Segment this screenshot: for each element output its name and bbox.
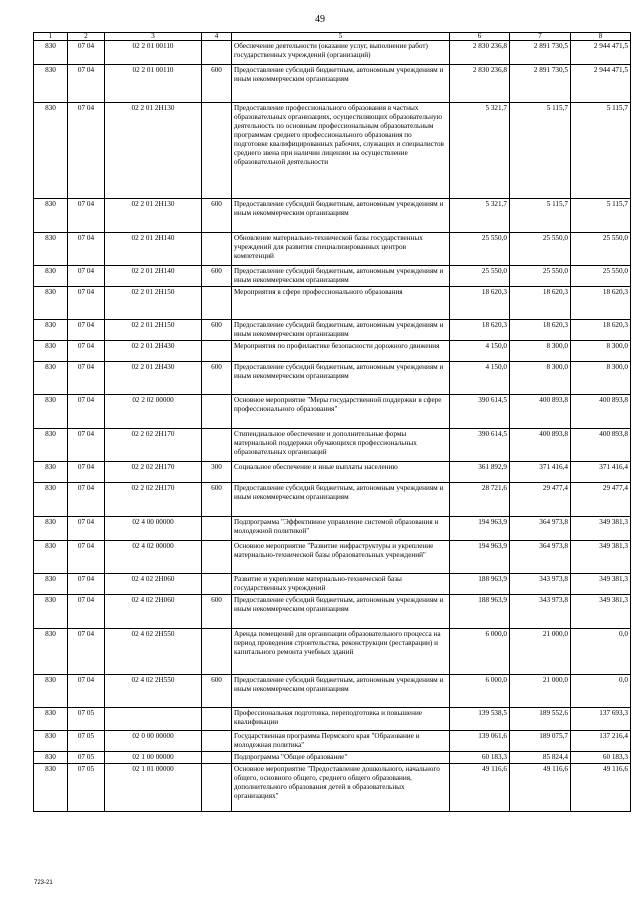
- cell-name: Основное мероприятие "Предоставление дошкольного, начального общего, основного общего, среднего общего образования, дополнительного образования детей в образовательных организациях": [232, 764, 450, 812]
- table-row: [34, 103, 631, 199]
- cell-chapter: 830: [34, 764, 68, 812]
- cell-amount-year2: 8 300,0: [510, 362, 571, 395]
- cell-target-article: 02 4 02 2Н550: [105, 675, 202, 708]
- cell-chapter: 830: [34, 65, 68, 103]
- cell-section: 07 04: [68, 574, 105, 595]
- cell-chapter: 830: [34, 362, 68, 395]
- cell-name: Подпрограмма "Общее образование": [232, 752, 450, 764]
- cell-expense-type: [202, 287, 232, 320]
- cell-amount-year2: 21 000,0: [510, 629, 571, 675]
- cell-amount-year1: 60 183,3: [450, 752, 510, 764]
- cell-amount-year2: 85 824,4: [510, 752, 571, 764]
- cell-target-article: 02 2 02 00000: [105, 395, 202, 429]
- cell-section: 07 04: [68, 462, 105, 483]
- cell-expense-type: [202, 233, 232, 266]
- cell-name: Обеспечение деятельности (оказание услуг, выполнение работ) государственных учреждений (организаций): [232, 41, 450, 65]
- column-header: 2: [68, 33, 105, 41]
- cell-expense-type: 600: [202, 675, 232, 708]
- cell-amount-year2: 189 075,7: [510, 731, 571, 752]
- cell-section: 07 04: [68, 629, 105, 675]
- cell-amount-year3: 349 381,3: [571, 574, 631, 595]
- cell-target-article: 02 2 01 2Н150: [105, 320, 202, 341]
- cell-name: Развитие и укрепление материально-технической базы государственных учреждений: [232, 574, 450, 595]
- cell-chapter: 830: [34, 517, 68, 541]
- cell-amount-year1: 194 963,9: [450, 541, 510, 574]
- cell-section: 07 04: [68, 287, 105, 320]
- cell-chapter: 830: [34, 429, 68, 462]
- cell-name: Предоставление профессионального образования в частных образовательных организациях, осуществляющих образовательную деятельность по основным профессиональным образовательным программам среднего профессионального образования по подготовке квалифицированных рабочих, служащих и специалистов среднего звена при наличии лицензии на осуществление образовательной деятельности: [232, 103, 450, 199]
- cell-name: Государственная программа Пермского края "Образование и молодежная политика": [232, 731, 450, 752]
- cell-target-article: 02 2 02 2Н170: [105, 462, 202, 483]
- cell-name: Предоставление субсидий бюджетным, автономным учреждениям и иным некоммерческим организациям: [232, 199, 450, 233]
- cell-name: Мероприятия по профилактике безопасности дорожного движения: [232, 341, 450, 362]
- cell-name: Основное мероприятие "Развитие инфраструктуры и укрепление материально-технической базы образовательных учреждений": [232, 541, 450, 574]
- table-row: [34, 429, 631, 462]
- cell-amount-year3: 2 944 471,5: [571, 65, 631, 103]
- cell-amount-year1: 49 116,6: [450, 764, 510, 812]
- table-row: [34, 483, 631, 517]
- cell-expense-type: [202, 41, 232, 65]
- cell-amount-year2: 5 115,7: [510, 103, 571, 199]
- cell-target-article: 02 2 01 00110: [105, 65, 202, 103]
- cell-amount-year2: 189 552,6: [510, 708, 571, 731]
- cell-section: 07 05: [68, 752, 105, 764]
- cell-amount-year1: 2 830 236,8: [450, 65, 510, 103]
- cell-name: Предоставление субсидий бюджетным, автономным учреждениям и иным некоммерческим организациям: [232, 320, 450, 341]
- cell-chapter: 830: [34, 629, 68, 675]
- cell-section: 07 04: [68, 362, 105, 395]
- cell-target-article: 02 1 00 00000: [105, 752, 202, 764]
- cell-name: Аренда помещений для организации образовательного процесса на период проведения строительства, реконструкции (реставрации) и капитального ремонта учебных зданий: [232, 629, 450, 675]
- cell-amount-year1: 390 614,5: [450, 395, 510, 429]
- cell-expense-type: [202, 752, 232, 764]
- cell-chapter: 830: [34, 675, 68, 708]
- cell-amount-year2: 18 620,3: [510, 287, 571, 320]
- cell-amount-year2: 21 000,0: [510, 675, 571, 708]
- cell-amount-year3: 349 381,3: [571, 541, 631, 574]
- cell-name: Мероприятия в сфере профессионального образования: [232, 287, 450, 320]
- table-row: [34, 629, 631, 675]
- cell-amount-year2: 25 550,0: [510, 233, 571, 266]
- cell-section: 07 04: [68, 541, 105, 574]
- cell-name: Предоставление субсидий бюджетным, автономным учреждениям и иным некоммерческим организациям: [232, 483, 450, 517]
- cell-expense-type: [202, 103, 232, 199]
- cell-amount-year2: 400 893,8: [510, 429, 571, 462]
- table-header-row: [34, 33, 631, 41]
- cell-name: Предоставление субсидий бюджетным, автономным учреждениям и иным некоммерческим организациям: [232, 266, 450, 287]
- cell-expense-type: [202, 517, 232, 541]
- cell-chapter: 830: [34, 199, 68, 233]
- table-row: [34, 266, 631, 287]
- cell-amount-year1: 390 614,5: [450, 429, 510, 462]
- cell-amount-year1: 6 000,0: [450, 629, 510, 675]
- cell-section: 07 04: [68, 266, 105, 287]
- cell-expense-type: [202, 574, 232, 595]
- table-row: [34, 708, 631, 731]
- cell-name: Предоставление субсидий бюджетным, автономным учреждениям и иным некоммерческим организациям: [232, 595, 450, 629]
- cell-amount-year2: 400 893,8: [510, 395, 571, 429]
- table-row: [34, 320, 631, 341]
- cell-amount-year1: 4 150,0: [450, 362, 510, 395]
- cell-amount-year2: 5 115,7: [510, 199, 571, 233]
- cell-name: Предоставление субсидий бюджетным, автономным учреждениям и иным некоммерческим организациям: [232, 65, 450, 103]
- cell-amount-year1: 25 550,0: [450, 233, 510, 266]
- cell-expense-type: [202, 429, 232, 462]
- cell-chapter: 830: [34, 341, 68, 362]
- cell-amount-year3: 60 183,3: [571, 752, 631, 764]
- table-row: [34, 341, 631, 362]
- cell-chapter: 830: [34, 320, 68, 341]
- table-row: [34, 41, 631, 65]
- table-row: [34, 541, 631, 574]
- cell-section: 07 05: [68, 708, 105, 731]
- table-row: [34, 731, 631, 752]
- column-header: 3: [105, 33, 202, 41]
- cell-expense-type: [202, 629, 232, 675]
- cell-expense-type: 600: [202, 65, 232, 103]
- cell-amount-year2: 49 116,6: [510, 764, 571, 812]
- cell-amount-year1: 18 620,3: [450, 287, 510, 320]
- table-row: [34, 395, 631, 429]
- cell-amount-year3: 29 477,4: [571, 483, 631, 517]
- cell-target-article: 02 4 00 00000: [105, 517, 202, 541]
- cell-amount-year1: 188 963,9: [450, 595, 510, 629]
- cell-section: 07 04: [68, 675, 105, 708]
- cell-target-article: [105, 708, 202, 731]
- cell-amount-year3: 137 216,4: [571, 731, 631, 752]
- table-row: [34, 462, 631, 483]
- cell-target-article: 02 2 01 2Н130: [105, 103, 202, 199]
- cell-section: 07 04: [68, 65, 105, 103]
- cell-section: 07 04: [68, 429, 105, 462]
- cell-amount-year3: 8 300,0: [571, 362, 631, 395]
- cell-amount-year3: 5 115,7: [571, 103, 631, 199]
- cell-section: 07 04: [68, 41, 105, 65]
- cell-amount-year3: 25 550,0: [571, 266, 631, 287]
- cell-chapter: 830: [34, 287, 68, 320]
- cell-target-article: 02 2 01 2Н130: [105, 199, 202, 233]
- cell-expense-type: [202, 731, 232, 752]
- cell-expense-type: 300: [202, 462, 232, 483]
- cell-target-article: 02 4 02 2Н060: [105, 595, 202, 629]
- cell-target-article: 02 2 01 00110: [105, 41, 202, 65]
- cell-chapter: 830: [34, 541, 68, 574]
- footer-code: 723-21: [34, 880, 53, 886]
- table-row: [34, 287, 631, 320]
- cell-name: Стипендиальное обеспечение и дополнительные формы материальной поддержки обучающихся профессиональных образовательных организаций: [232, 429, 450, 462]
- cell-amount-year2: 2 891 730,5: [510, 65, 571, 103]
- cell-amount-year3: 0,0: [571, 675, 631, 708]
- cell-chapter: 830: [34, 103, 68, 199]
- cell-section: 07 05: [68, 764, 105, 812]
- cell-amount-year3: 18 620,3: [571, 287, 631, 320]
- cell-chapter: 830: [34, 41, 68, 65]
- cell-amount-year2: 2 891 730,5: [510, 41, 571, 65]
- cell-chapter: 830: [34, 708, 68, 731]
- cell-amount-year1: 4 150,0: [450, 341, 510, 362]
- cell-amount-year1: 194 963,9: [450, 517, 510, 541]
- cell-expense-type: 600: [202, 362, 232, 395]
- table-row: [34, 199, 631, 233]
- cell-expense-type: 600: [202, 483, 232, 517]
- cell-chapter: 830: [34, 752, 68, 764]
- cell-section: 07 04: [68, 517, 105, 541]
- column-header: 7: [510, 33, 571, 41]
- cell-section: 07 04: [68, 320, 105, 341]
- cell-amount-year3: 0,0: [571, 629, 631, 675]
- cell-chapter: 830: [34, 462, 68, 483]
- cell-amount-year3: 49 116,6: [571, 764, 631, 812]
- cell-amount-year1: 5 321,7: [450, 199, 510, 233]
- cell-name: Социальное обеспечение и иные выплаты населению: [232, 462, 450, 483]
- column-header: 5: [232, 33, 450, 41]
- column-header: 4: [202, 33, 232, 41]
- cell-amount-year2: 8 300,0: [510, 341, 571, 362]
- cell-target-article: 02 2 02 2Н170: [105, 429, 202, 462]
- column-header: 8: [571, 33, 631, 41]
- cell-section: 07 04: [68, 595, 105, 629]
- cell-amount-year2: 343 973,8: [510, 574, 571, 595]
- cell-amount-year3: 18 620,3: [571, 320, 631, 341]
- cell-section: 07 04: [68, 199, 105, 233]
- cell-amount-year2: 371 416,4: [510, 462, 571, 483]
- page-number: 49: [315, 14, 325, 25]
- cell-amount-year1: 28 721,6: [450, 483, 510, 517]
- cell-amount-year1: 18 620,3: [450, 320, 510, 341]
- cell-target-article: 02 4 02 2Н550: [105, 629, 202, 675]
- cell-target-article: 02 4 02 2Н060: [105, 574, 202, 595]
- cell-amount-year1: 6 000,0: [450, 675, 510, 708]
- cell-amount-year1: 188 963,9: [450, 574, 510, 595]
- cell-name: Основное мероприятие "Меры государственной поддержки в сфере профессионального образования": [232, 395, 450, 429]
- cell-target-article: 02 4 02 00000: [105, 541, 202, 574]
- column-header: 6: [450, 33, 510, 41]
- cell-section: 07 04: [68, 103, 105, 199]
- cell-section: 07 05: [68, 731, 105, 752]
- cell-target-article: 02 2 01 2Н140: [105, 233, 202, 266]
- cell-chapter: 830: [34, 574, 68, 595]
- cell-target-article: 02 2 02 2Н170: [105, 483, 202, 517]
- cell-expense-type: [202, 395, 232, 429]
- table-row: [34, 65, 631, 103]
- table-row: [34, 595, 631, 629]
- cell-chapter: 830: [34, 483, 68, 517]
- table-row: [34, 675, 631, 708]
- cell-amount-year3: 25 550,0: [571, 233, 631, 266]
- cell-amount-year1: 25 550,0: [450, 266, 510, 287]
- cell-amount-year1: 139 061,6: [450, 731, 510, 752]
- cell-chapter: 830: [34, 233, 68, 266]
- cell-amount-year1: 361 892,9: [450, 462, 510, 483]
- table-row: [34, 574, 631, 595]
- cell-amount-year3: 5 115,7: [571, 199, 631, 233]
- cell-section: 07 04: [68, 395, 105, 429]
- cell-chapter: 830: [34, 395, 68, 429]
- cell-name: Профессиональная подготовка, переподготовка и повышение квалификации: [232, 708, 450, 731]
- cell-expense-type: [202, 708, 232, 731]
- cell-amount-year3: 2 944 471,5: [571, 41, 631, 65]
- cell-amount-year2: 29 477,4: [510, 483, 571, 517]
- cell-section: 07 04: [68, 483, 105, 517]
- cell-target-article: 02 1 01 00000: [105, 764, 202, 812]
- table-row: [34, 752, 631, 764]
- cell-chapter: 830: [34, 266, 68, 287]
- cell-chapter: 830: [34, 731, 68, 752]
- cell-chapter: 830: [34, 595, 68, 629]
- table-row: [34, 764, 631, 812]
- cell-expense-type: 600: [202, 595, 232, 629]
- cell-amount-year3: 400 893,8: [571, 395, 631, 429]
- cell-target-article: 02 2 01 2Н150: [105, 287, 202, 320]
- cell-expense-type: [202, 541, 232, 574]
- cell-amount-year2: 364 973,8: [510, 517, 571, 541]
- table-row: [34, 362, 631, 395]
- table-row: [34, 517, 631, 541]
- cell-name: Подпрограмма "Эффективное управление системой образования и молодежной политикой": [232, 517, 450, 541]
- cell-target-article: 02 2 01 2Н430: [105, 362, 202, 395]
- cell-amount-year3: 349 381,3: [571, 517, 631, 541]
- cell-amount-year3: 8 300,0: [571, 341, 631, 362]
- cell-expense-type: 600: [202, 266, 232, 287]
- cell-target-article: 02 2 01 2Н430: [105, 341, 202, 362]
- cell-amount-year2: 18 620,3: [510, 320, 571, 341]
- cell-name: Предоставление субсидий бюджетным, автономным учреждениям и иным некоммерческим организациям: [232, 362, 450, 395]
- cell-name: Обновление материально-технической базы государственных учреждений для развития специализированных центров компетенций: [232, 233, 450, 266]
- cell-amount-year3: 349 381,3: [571, 595, 631, 629]
- table-row: [34, 233, 631, 266]
- budget-table: [33, 32, 631, 812]
- cell-amount-year3: 400 893,8: [571, 429, 631, 462]
- cell-section: 07 04: [68, 233, 105, 266]
- cell-target-article: 02 2 01 2Н140: [105, 266, 202, 287]
- cell-expense-type: 600: [202, 320, 232, 341]
- cell-amount-year2: 25 550,0: [510, 266, 571, 287]
- cell-amount-year3: 371 416,4: [571, 462, 631, 483]
- cell-amount-year2: 364 973,8: [510, 541, 571, 574]
- cell-expense-type: [202, 764, 232, 812]
- cell-amount-year1: 5 321,7: [450, 103, 510, 199]
- column-header: 1: [34, 33, 68, 41]
- cell-target-article: 02 0 00 00000: [105, 731, 202, 752]
- cell-name: Предоставление субсидий бюджетным, автономным учреждениям и иным некоммерческим организациям: [232, 675, 450, 708]
- cell-amount-year3: 137 693,3: [571, 708, 631, 731]
- cell-amount-year2: 343 973,8: [510, 595, 571, 629]
- cell-expense-type: 600: [202, 199, 232, 233]
- cell-amount-year1: 2 830 236,8: [450, 41, 510, 65]
- cell-section: 07 04: [68, 341, 105, 362]
- cell-expense-type: [202, 341, 232, 362]
- cell-amount-year1: 139 538,5: [450, 708, 510, 731]
